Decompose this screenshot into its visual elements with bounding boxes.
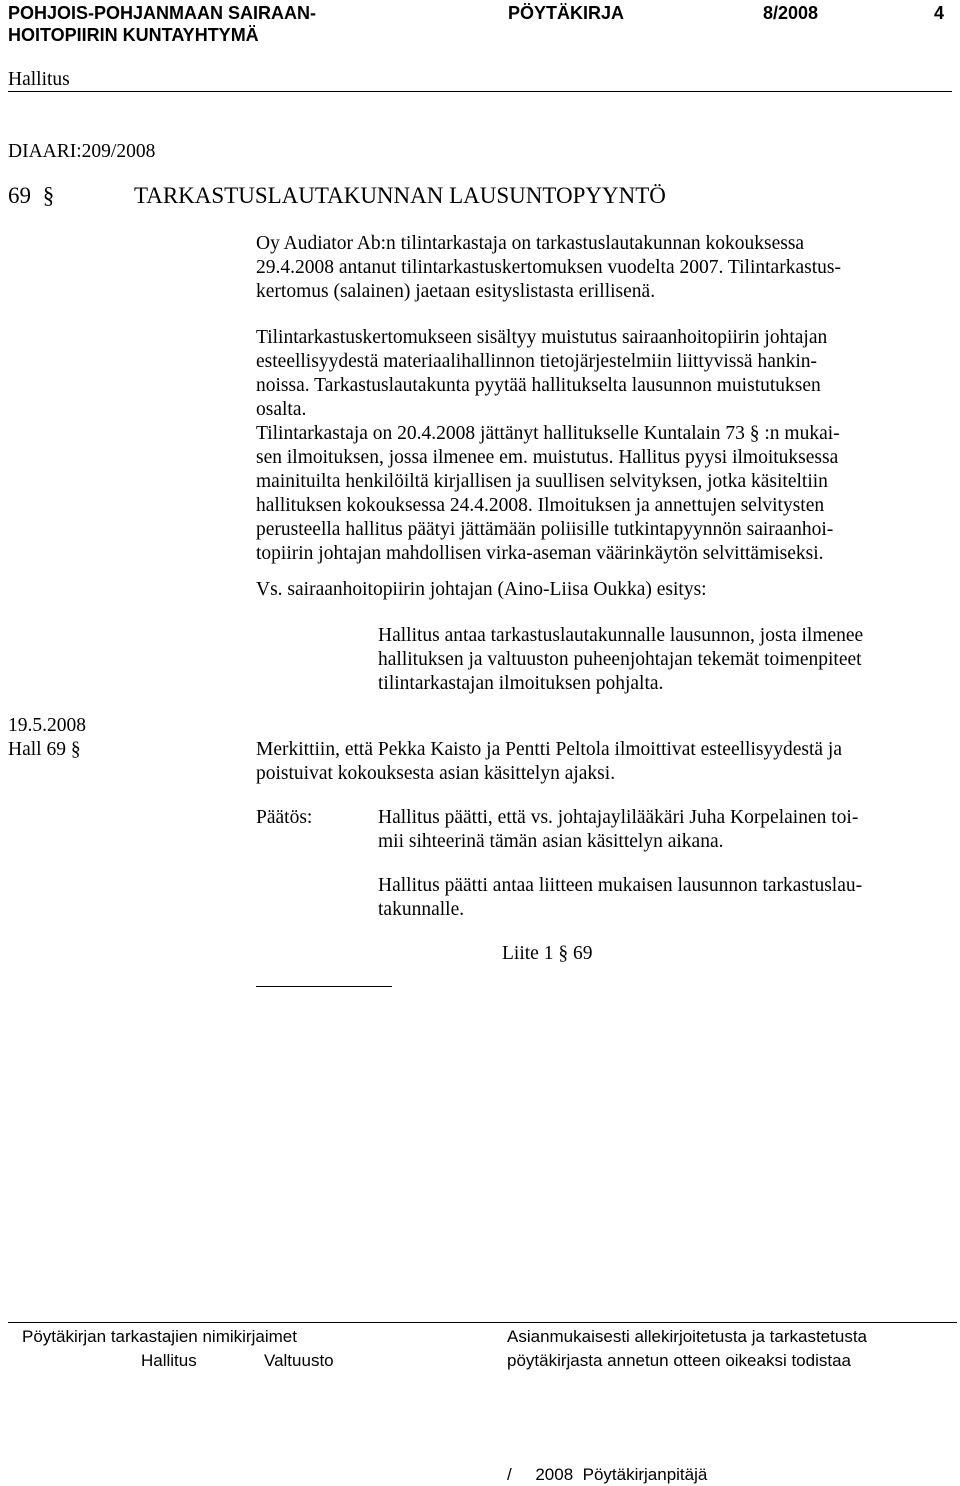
- attachment-reference: Liite 1 § 69: [502, 943, 593, 964]
- text-line: Hallitus päätti, että vs. johtajaylilääkäri Juha Korpelainen toi-: [378, 807, 859, 828]
- text-line: sen ilmoituksen, jossa ilmenee em. muistutus. Hallitus pyysi ilmoituksessa: [256, 447, 839, 468]
- text-line: Hallitus päätti antaa liitteen mukaisen lausunnon tarkastuslau-: [378, 875, 863, 896]
- signature-rule: [256, 986, 392, 987]
- text-line: kertomus (salainen) jaetaan esityslistasta erillisenä.: [256, 281, 656, 302]
- text-line: poistuivat kokouksesta asian käsittelyn ajaksi.: [256, 763, 616, 784]
- decision-statement: [378, 874, 862, 922]
- decision-secretary: [378, 806, 858, 854]
- text-line: hallituksen ja valtuuston puheenjohtajan tekemät toimenpiteet: [378, 649, 862, 670]
- proposal-text: [378, 624, 863, 696]
- text-line: tilintarkastajan ilmoituksen pohjalta.: [378, 673, 664, 694]
- text-line: esteellisyydestä materiaalihallinnon tietojärjestelmiin liittyvissä hankin-: [256, 351, 818, 372]
- section-heading: [8, 182, 54, 210]
- text-line: Merkittiin, että Pekka Kaisto ja Pentti Peltola ilmoittivat esteellisyydestä ja: [256, 739, 842, 760]
- footer-certification-line1: Asianmukaisesti allekirjoitetusta ja tarkastetusta: [507, 1327, 867, 1346]
- meeting-date: 19.5.2008: [8, 715, 86, 736]
- text-line: hallituksen kokouksessa 24.4.2008. Ilmoituksen ja annettujen selvitysten: [256, 495, 825, 516]
- header-rule: [8, 91, 952, 92]
- org-name-line1: POHJOIS-POHJANMAAN SAIRAAN-: [8, 3, 317, 23]
- meeting-number: 8/2008: [763, 3, 819, 23]
- footer-certification-line2: pöytäkirjasta annetun otteen oikeaksi todistaa: [507, 1351, 852, 1370]
- paragraph-intro: [256, 232, 841, 304]
- page-number: 4: [934, 3, 945, 23]
- text-line: mainituilta henkilöiltä kirjallisen ja suullisen selvityksen, jotka käsiteltiin: [256, 471, 828, 492]
- text-line: takunnalle.: [378, 899, 465, 920]
- text-line: Oy Audiator Ab:n tilintarkastaja on tarkastuslautakunnan kokouksessa: [256, 233, 805, 254]
- text-line: Tilintarkastaja on 20.4.2008 jättänyt hallitukselle Kuntalain 73 § :n mukai-: [256, 423, 840, 444]
- text-line: osalta.: [256, 399, 307, 420]
- footer-secretary-date: / 2008 Pöytäkirjanpitäjä: [507, 1465, 708, 1484]
- text-line: Hallitus antaa tarkastuslautakunnalle lausunnon, josta ilmenee: [378, 625, 864, 646]
- proposal-label: Vs. sairaanhoitopiirin johtajan (Aino-Liisa Oukka) esitys:: [256, 579, 707, 600]
- noted-text: [256, 738, 842, 786]
- footer-inspectors-title: Pöytäkirjan tarkastajien nimikirjaimet: [22, 1327, 297, 1346]
- text-line: 29.4.2008 antanut tilintarkastuskertomuksen vuodelta 2007. Tilintarkastus-: [256, 257, 841, 278]
- doc-type: PÖYTÄKIRJA: [508, 3, 625, 23]
- section-title: TARKASTUSLAUTAKUNNAN LAUSUNTOPYYNTÖ: [134, 183, 666, 208]
- footer-col-valtuusto: Valtuusto: [264, 1351, 334, 1370]
- text-line: Tilintarkastuskertomukseen sisältyy muistutus sairaanhoitopiirin johtajan: [256, 327, 828, 348]
- paragraph-background: [256, 326, 840, 566]
- text-line: mii sihteerinä tämän asian käsittelyn aikana.: [378, 831, 724, 852]
- section-number: 69: [8, 183, 31, 208]
- text-line: noissa. Tarkastuslautakunta pyytää hallitukselta lausunnon muistutuksen: [256, 375, 821, 396]
- body-name: Hallitus: [8, 69, 70, 90]
- footer-rule: [8, 1322, 957, 1323]
- section-symbol: §: [42, 183, 55, 208]
- diaari-number: DIAARI:209/2008: [8, 141, 156, 162]
- text-line: perusteella hallitus päätyi jättämään poliisille tutkintapyynnön sairaanhoi-: [256, 519, 834, 540]
- org-name-line2: HOITOPIIRIN KUNTAYHTYMÄ: [8, 25, 259, 45]
- decision-label: Päätös:: [256, 807, 313, 828]
- minutes-reference: Hall 69 §: [8, 739, 81, 760]
- footer-col-hallitus: Hallitus: [141, 1351, 197, 1370]
- text-line: topiirin johtajan mahdollisen virka-aseman väärinkäytön selvittämiseksi.: [256, 543, 824, 564]
